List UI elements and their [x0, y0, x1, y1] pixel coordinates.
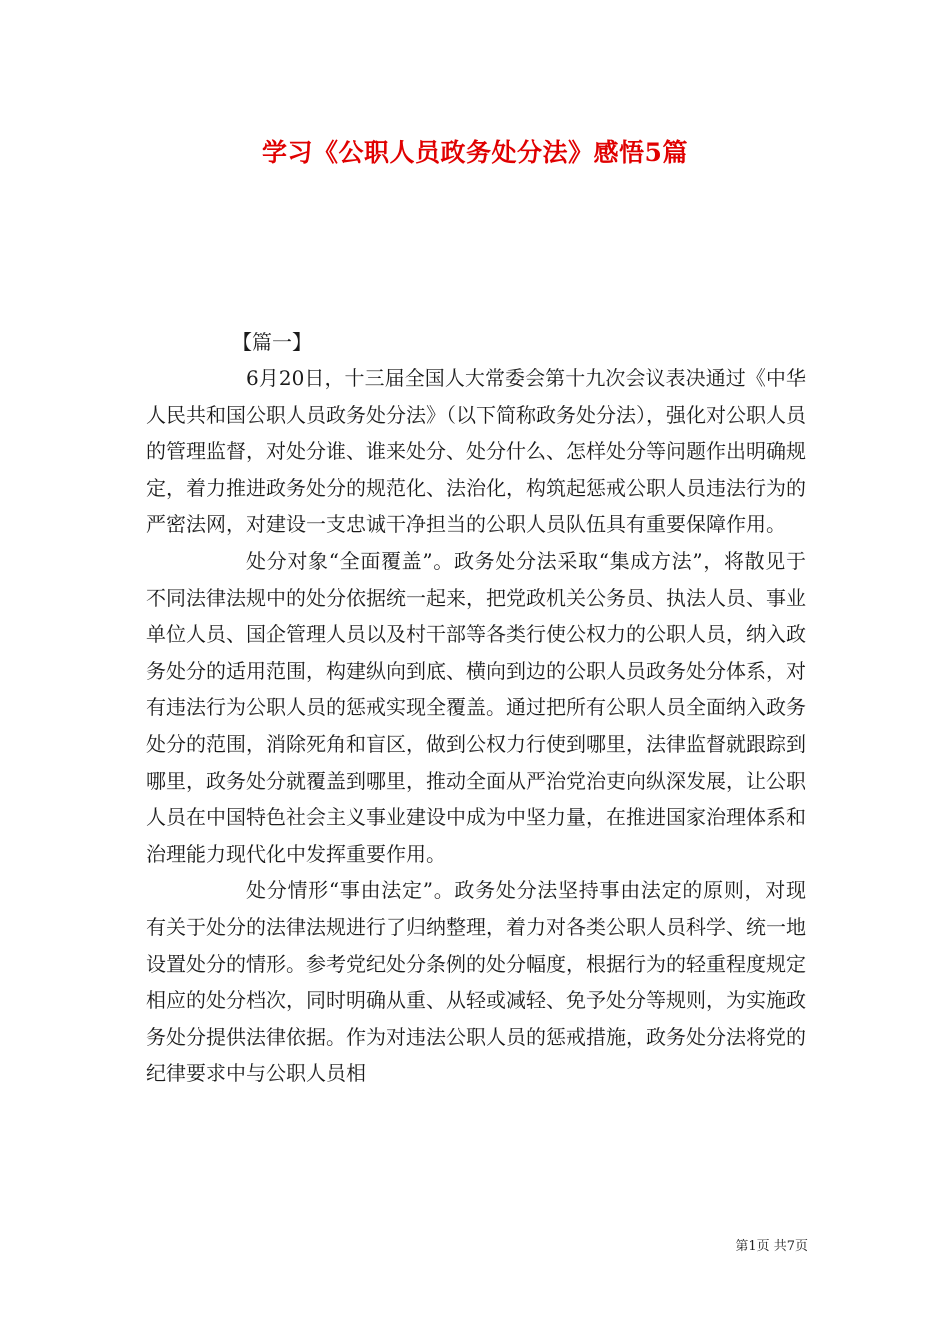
document-body: [146, 360, 806, 1092]
paragraph-2: 处分对象“全面覆盖”。政务处分法采取“集成方法”，将散见于不同法律法规中的处分依据统一起来，把党政机关公务员、执法人员、事业单位人员、国企管理人员以及村干部等各类行使公权力的公职人员，纳入政务处分的适用范围，构建纵向到底、横向到边的公职人员政务处分体系，对有违法行为公职人员的惩戒实现全覆盖。通过把所有公职人员全面纳入政务处分的范围，消除死角和盲区，做到公权力行使到哪里，法律监督就跟踪到哪里，政务处分就覆盖到哪里，推动全面从严治党治吏向纵深发展，让公职人员在中国特色社会主义事业建设中成为中坚力量，在推进国家治理体系和治理能力现代化中发挥重要作用。: [146, 548, 806, 866]
paragraph-3: 处分情形“事由法定”。政务处分法坚持事由法定的原则，对现有关于处分的法律法规进行了归纳整理，着力对各类公职人员科学、统一地设置处分的情形。参考党纪处分条例的处分幅度，根据行为的轻重程度规定相应的处分档次，同时明确从重、从轻或减轻、免予处分等规则，为实施政务处分提供法律依据。作为对违法公职人员的惩戒措施，政务处分法将党的纪律要求中与公职人员相: [146, 878, 806, 1086]
document-title: 学习《公职人员政务处分法》感悟5篇: [262, 138, 688, 167]
paragraph-1: 6月20日，十三届全国人大常委会第十九次会议表决通过《中华人民共和国公职人员政务处分法》（以下简称政务处分法），强化对公职人员的管理监督，对处分谁、谁来处分、处分什么、怎样处分等问题作出明确规定，着力推进政务处分的规范化、法治化，构筑起惩戒公职人员违法行为的严密法网，对建设一支忠诚干净担当的公职人员队伍具有重要保障作用。: [146, 366, 806, 537]
page-number-footer: 第1页 共7页: [735, 1239, 808, 1254]
section-label: 【篇一】: [232, 330, 312, 354]
